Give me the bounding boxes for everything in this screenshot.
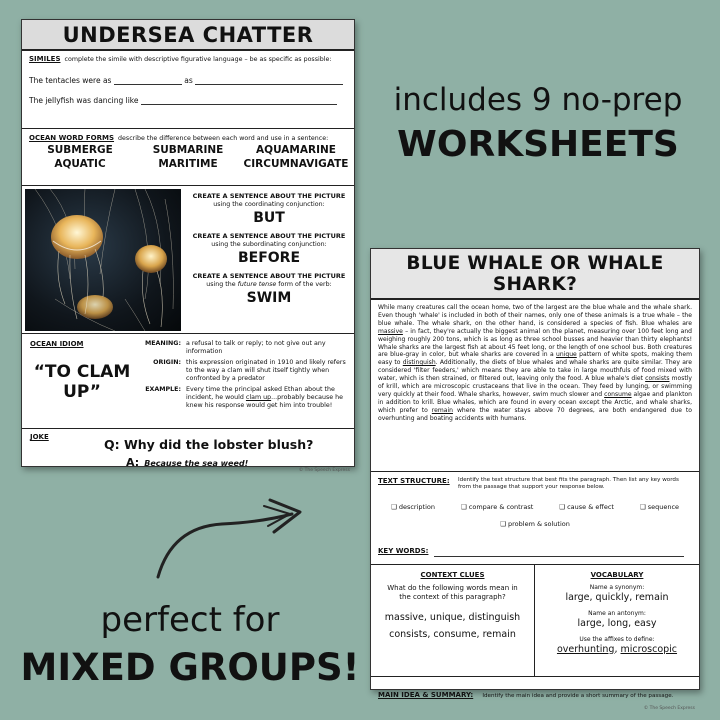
- similes-instruction: complete the simile with descriptive figurative language – be as specific as possible:: [64, 56, 332, 63]
- worksheet-title: BLUE WHALE OR WHALE SHARK?: [371, 249, 699, 300]
- arrow-icon: [152, 492, 312, 582]
- idiom-phrase: “TO CLAM UP”: [33, 362, 131, 402]
- underlined-vocab-word: remain: [431, 406, 453, 414]
- prompt-title: CREATE A SENTENCE ABOUT THE PICTURE: [192, 272, 346, 280]
- word-form: AQUAMARINE: [256, 144, 336, 156]
- simile-blank-1[interactable]: [114, 84, 182, 85]
- context-clues-question: What do the following words mean in the context of this paragraph?: [387, 584, 518, 601]
- passage-text: . Additionally, the diets of blue whales and whale sharks are quite similar. They are considered 'filter feeders,' which means they are able to take in large mouthfuls of food mixed with water, which is then strained, or filtered out, leaving only the food. A blue whale's diet: [378, 359, 692, 383]
- simile-prompt-2: The jellyfish was dancing like: [29, 96, 139, 105]
- affix-prompt: Use the affixes to define:: [579, 636, 655, 643]
- copyright: © The Speech Express: [298, 468, 350, 473]
- antonym-prompt: Name an antonym:: [588, 610, 646, 617]
- joke-label: JOKE: [30, 433, 49, 441]
- worksheet-undersea-chatter: [21, 19, 355, 473]
- main-idea-label: MAIN IDEA & SUMMARY:: [378, 691, 474, 699]
- word-form: CIRCUMNAVIGATE: [243, 158, 349, 170]
- word-forms-section: [22, 129, 354, 186]
- similes-label: SIMILES: [29, 55, 61, 63]
- option-description[interactable]: ❑ description: [390, 503, 435, 511]
- simile-prompt-1a: The tentacles were as: [29, 76, 112, 85]
- picture-section: [22, 186, 354, 334]
- key-words-blank[interactable]: [434, 556, 684, 557]
- origin-text: this expression originated in 1910 and likely refers to the way a clam will shut itself tightly when confronted by a predator: [186, 359, 346, 382]
- vocabulary-label: VOCABULARY: [590, 571, 644, 579]
- main-idea-section: [371, 677, 699, 713]
- context-clues-label: CONTEXT CLUES: [420, 571, 485, 579]
- idiom-label: OCEAN IDIOM: [30, 340, 84, 348]
- text-structure-section: [371, 472, 699, 565]
- jellyfish-illustration: [25, 189, 181, 331]
- underlined-vocab-word: unique: [556, 351, 577, 359]
- word-forms-label: OCEAN WORD FORMS: [29, 134, 115, 142]
- synonym-prompt: Name a synonym:: [589, 584, 645, 591]
- reading-passage: [371, 300, 699, 472]
- text-structure-label: TEXT STRUCTURE:: [378, 477, 450, 485]
- promo-perfect-for: perfect for: [100, 600, 280, 640]
- simile-blank-3[interactable]: [141, 104, 337, 105]
- copyright: © The Speech Express: [643, 706, 695, 711]
- affix-words: overhunting, microscopic: [556, 644, 678, 655]
- conjunction-but: BUT: [253, 210, 285, 226]
- text-structure-instruction: Identify the text structure that best fits the paragraph. Then list any key words from the passage that support your response below.: [458, 477, 679, 490]
- joke-question: Q: Why did the lobster blush?: [104, 437, 314, 452]
- option-sequence[interactable]: ❑ sequence: [639, 503, 680, 511]
- joke-answer: A: Because the sea weed!: [126, 456, 249, 469]
- idiom-details: [132, 340, 352, 410]
- prompt-sub: using the subordinating conjunction:: [211, 241, 327, 248]
- simile-blank-2[interactable]: [195, 84, 343, 85]
- example-label: EXAMPLE:: [145, 386, 181, 393]
- vocabulary: [535, 565, 699, 676]
- example-text: Every time the principal asked Ethan about the incident, he would clam up...probably because he knew his response would get him into trouble!: [186, 386, 343, 409]
- origin-label: ORIGIN:: [153, 359, 181, 366]
- context-words-2: consists, consume, remain: [389, 629, 516, 640]
- clues-vocab-section: [371, 565, 699, 677]
- meaning-text: a refusal to talk or reply; to not give out any information: [186, 340, 326, 355]
- idiom-section: [22, 334, 354, 429]
- promo-worksheets: WORKSHEETS: [397, 124, 679, 165]
- joke-section: [22, 429, 354, 476]
- main-idea-instruction: Identify the main idea and provide a short summary of the passage.: [482, 693, 674, 699]
- structure-options: [378, 503, 692, 511]
- worksheet-title: UNDERSEA CHATTER: [22, 20, 354, 51]
- conjunction-before: BEFORE: [237, 250, 301, 266]
- promo-includes: includes 9 no-prep: [393, 82, 683, 118]
- passage-text: where the water stays above 70 degrees, are both endangered due to overhunting and boating accidents with humans.: [378, 406, 692, 422]
- simile-prompt-1b: as: [184, 76, 193, 85]
- synonym-words: large, quickly, remain: [565, 592, 669, 603]
- word-forms-instruction: describe the difference between each word and use in a sentence:: [118, 135, 329, 142]
- prompt-sub: using the coordinating conjunction:: [213, 201, 325, 208]
- picture-prompts: [186, 192, 352, 306]
- similes-section: [22, 51, 354, 129]
- jellyfish-photo: [25, 189, 181, 331]
- context-clues: [371, 565, 535, 676]
- context-words-1: massive, unique, distinguish: [384, 612, 521, 623]
- word-forms-grid: [22, 142, 354, 174]
- underlined-vocab-word: distinguish: [402, 359, 436, 367]
- prompt-title: CREATE A SENTENCE ABOUT THE PICTURE: [192, 192, 346, 200]
- prompt-title: CREATE A SENTENCE ABOUT THE PICTURE: [192, 232, 346, 240]
- verb-swim: SWIM: [246, 290, 292, 306]
- word-form: SUBMERGE: [47, 144, 113, 156]
- key-words-label: KEY WORDS:: [378, 547, 429, 555]
- option-problem-solution[interactable]: ❑ problem & solution: [500, 520, 570, 528]
- passage-text: pattern of white spots, making them easy to: [378, 351, 692, 367]
- worksheet-blue-whale: [370, 248, 700, 711]
- word-form: SUBMARINE: [152, 144, 224, 156]
- passage-text: – in fact, they're actually the biggest animal on the planet, measuring over 100 feet long and weighing roughly 200 tons, which is as long as three school busses and heavier than thirty elephants! Whale sharks are the largest fish at about 45 feet long, or the length of one school bus. Both creatures are blue-gray in color, but whale sharks are covered in a: [378, 327, 692, 359]
- promo-mixed-groups: MIXED GROUPS!: [20, 646, 360, 689]
- word-form: MARITIME: [158, 158, 218, 170]
- option-compare-contrast[interactable]: ❑ compare & contrast: [460, 503, 534, 511]
- underlined-vocab-word: massive: [378, 327, 403, 335]
- option-cause-effect[interactable]: ❑ cause & effect: [559, 503, 614, 511]
- prompt-sub: using the future tense form of the verb:: [206, 281, 332, 288]
- antonym-words: large, long, easy: [577, 618, 657, 629]
- passage-text: mostly of krill, which are microscopic crustaceans that live in the ocean. They feed by lunging, or swimming very quickly at their food. Whale sharks, however, swim much slower and: [378, 375, 692, 398]
- word-form: AQUATIC: [54, 158, 106, 170]
- underlined-vocab-word: consume: [604, 390, 632, 398]
- meaning-label: MEANING:: [144, 340, 181, 347]
- passage-text: algae and plankton in addition to krill. Blue whales, which are found in every ocean except the Arctic, and whale sharks, which prefer to: [378, 390, 692, 414]
- passage-text: While many creatures call the ocean home, two of the largest are the blue whale and the whale shark. Even though 'whale' is included in both of their names, only one of these animals is a true whale – the blue whale. The whale shark, on the other hand, is considered a species of fish. Blue whales are: [378, 304, 692, 327]
- underlined-vocab-word: consists: [645, 375, 670, 383]
